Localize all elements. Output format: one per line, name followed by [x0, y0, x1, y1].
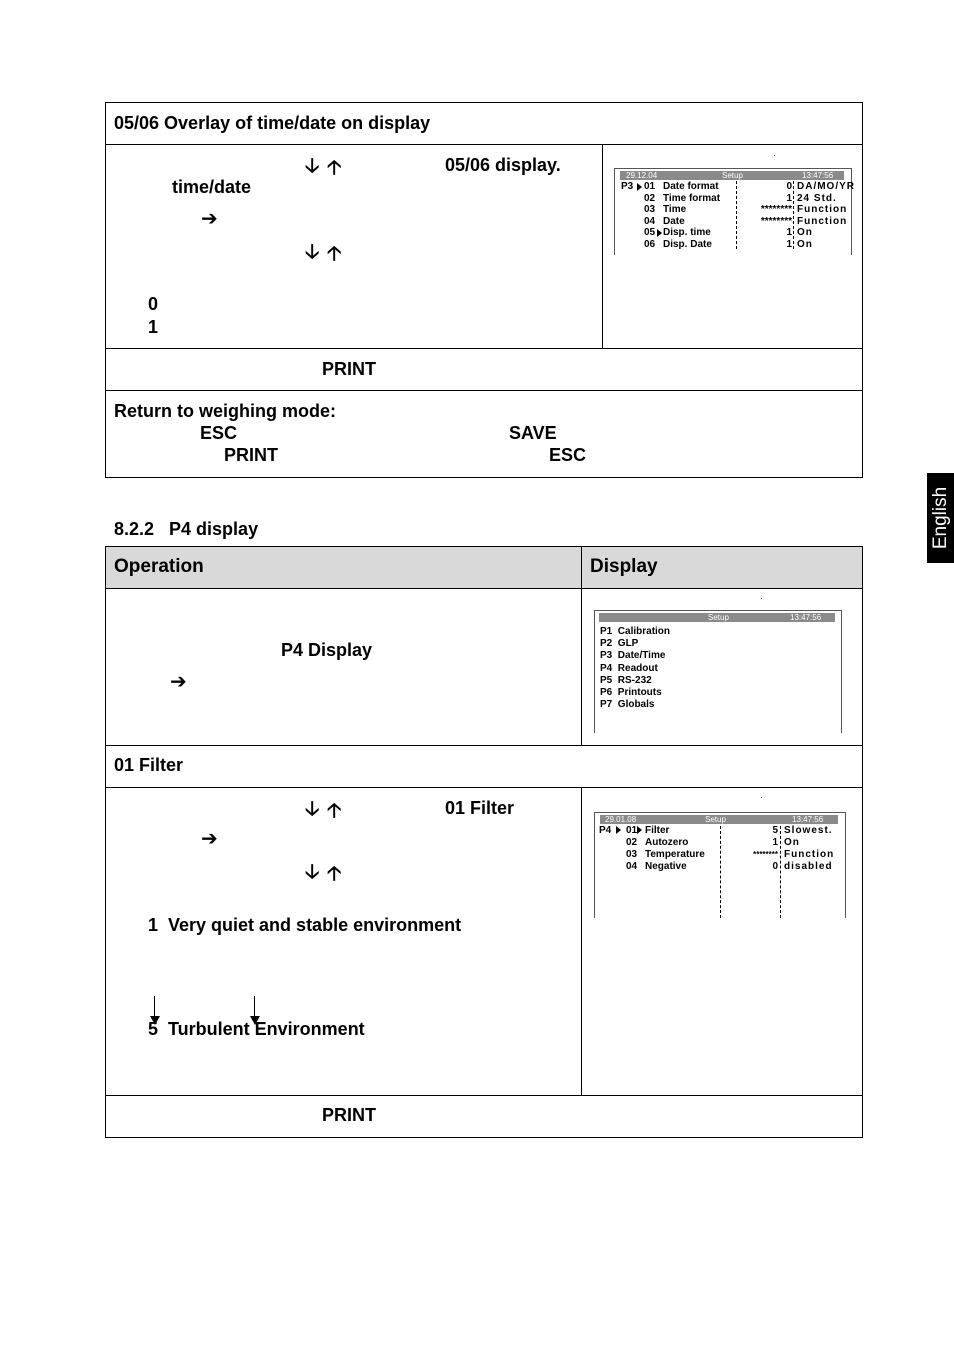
cursor-icon [637, 826, 642, 834]
lcd-row-value: ******** [760, 215, 792, 227]
table-header-bg [106, 547, 862, 588]
up-arrow-icon: 🡡 [327, 157, 342, 179]
language-tab: English [927, 473, 954, 563]
lcd-screenshot-p3 [612, 154, 854, 256]
lcd-screenshot-menu [590, 596, 844, 736]
lcd-row-name: Date format [663, 181, 719, 192]
divider [581, 546, 582, 745]
lcd-menu-item: P6 Printouts [600, 687, 662, 698]
lcd-row-name: Date [663, 215, 685, 227]
right-arrow-icon: ➔ [170, 671, 187, 693]
step-object: time/date [172, 177, 252, 197]
lcd-menu-item: P5 RS-232 [600, 674, 652, 686]
lcd-row-description: On [784, 837, 800, 848]
lcd-row-value: ******** [760, 204, 792, 215]
lcd-row-number: 02 [644, 192, 656, 204]
down-arrow-icon: 🡣 [305, 155, 320, 177]
right-arrow-icon: ➔ [201, 208, 218, 230]
section-heading-p4: 8.2.2 P4 display [114, 519, 259, 539]
lcd-row-name: Negative [645, 861, 687, 872]
lcd-row-number: 01 [626, 825, 638, 836]
lcd-menu: P3 [621, 181, 634, 192]
divider [105, 1095, 863, 1096]
lcd-title: Setup [705, 815, 726, 824]
cursor-icon [657, 229, 662, 237]
divider [105, 348, 863, 349]
divider [105, 144, 863, 145]
return-heading: Return to weighing mode: [114, 401, 336, 421]
lcd-row-number: 02 [626, 837, 638, 848]
section-heading: 05/06 Overlay of time/date on display [114, 113, 431, 133]
lcd-row-number: 05 [644, 227, 656, 238]
lcd-row-number: 04 [626, 861, 638, 872]
lcd-time: 13:47:56 [792, 815, 824, 824]
print-key: PRINT [322, 1105, 376, 1125]
lcd-row-name: Autozero [645, 837, 689, 848]
right-arrow-icon: ➔ [201, 828, 218, 850]
divider [105, 390, 863, 391]
lcd-row-description: Function [797, 204, 848, 215]
lcd-row-name: Time [663, 204, 687, 215]
esc-key: ESC [549, 445, 587, 465]
print-key: PRINT [224, 445, 278, 465]
up-arrow-icon: 🡡 [327, 863, 342, 885]
lcd-row-description: Function [784, 849, 835, 860]
esc-key: ESC [200, 423, 238, 443]
lcd-row-number: 01 [644, 181, 656, 192]
col-display: Display [590, 556, 658, 577]
lcd-menu-item: P3 Date/Time [600, 650, 666, 662]
lcd-row-name: Temperature [645, 849, 705, 860]
lcd-row-name: Time format [663, 192, 721, 204]
divider [105, 588, 863, 589]
lcd-screenshot-p4 [590, 795, 848, 921]
divider [581, 787, 582, 1095]
lcd-title: Setup [722, 171, 743, 180]
lcd-menu-item: P2 GLP [600, 638, 639, 650]
lcd-row-value: 1 [772, 837, 778, 848]
option-0: 0 [148, 294, 159, 314]
lcd-row-name: Filter [645, 825, 670, 836]
lcd-row-number: 04 [644, 215, 656, 227]
divider [105, 787, 863, 788]
lcd-time: 13:47:56 [790, 613, 822, 622]
down-arrow-icon: 🡣 [305, 241, 320, 263]
down-arrow-icon: 🡣 [305, 861, 320, 883]
cursor-icon [616, 826, 621, 834]
lcd-menu-item: P1 Calibration [600, 626, 671, 637]
lcd-menu-item: P4 Readout [600, 662, 658, 674]
col-operation: Operation [114, 556, 204, 577]
lcd-row-description: 24 Std. [797, 192, 837, 204]
lcd-row-description: DA/MO/YR [797, 181, 855, 192]
lcd-menu: P4 [599, 825, 612, 836]
lcd-row-number: 03 [644, 204, 656, 215]
lcd-row-description: Function [797, 215, 848, 227]
lcd-row-value: 1 [786, 192, 792, 204]
p4-label: P4 Display [281, 640, 373, 660]
step-target: 05/06 display. [445, 155, 561, 175]
lcd-row-description: Slowest. [784, 825, 833, 836]
lcd-row-value: 5 [772, 825, 778, 836]
lcd-title: Setup [708, 613, 729, 622]
lcd-row-value: ******** [753, 850, 778, 859]
lcd-row-value: 0 [772, 861, 778, 872]
lcd-row-value: 1 [786, 227, 792, 238]
lcd-row-number: 06 [644, 238, 656, 250]
lcd-row-name: Disp. Date [663, 238, 712, 250]
divider [105, 745, 863, 746]
divider [602, 144, 603, 348]
lcd-date: 29.01.08 [605, 815, 637, 824]
lcd-row-description: On [797, 227, 813, 238]
lcd-row-name: Disp. time [663, 227, 711, 238]
lcd-row-value: 1 [786, 238, 792, 250]
filter-option-1: 1 Very quiet and stable environment [148, 915, 462, 935]
lcd-row-number: 03 [626, 849, 638, 860]
option-1: 1 [148, 317, 159, 337]
lcd-row-description: On [797, 238, 813, 250]
up-arrow-icon: 🡡 [327, 800, 342, 822]
print-key: PRINT [322, 359, 376, 379]
lcd-menu-item: P7 Globals [600, 699, 655, 711]
lcd-time: 13:47:56 [802, 171, 834, 180]
cursor-icon [637, 183, 642, 191]
filter-target: 01 Filter [445, 798, 515, 818]
lcd-row-value: 0 [786, 181, 792, 192]
down-arrow-icon: 🡣 [305, 798, 320, 820]
save-key: SAVE [509, 423, 557, 443]
up-arrow-icon: 🡡 [327, 243, 342, 265]
lcd-date: 29.12.04 [626, 171, 658, 180]
filter-heading: 01 Filter [114, 755, 184, 775]
lcd-row-description: disabled [784, 861, 833, 872]
filter-option-5: 5 Turbulent Environment [148, 1019, 365, 1039]
